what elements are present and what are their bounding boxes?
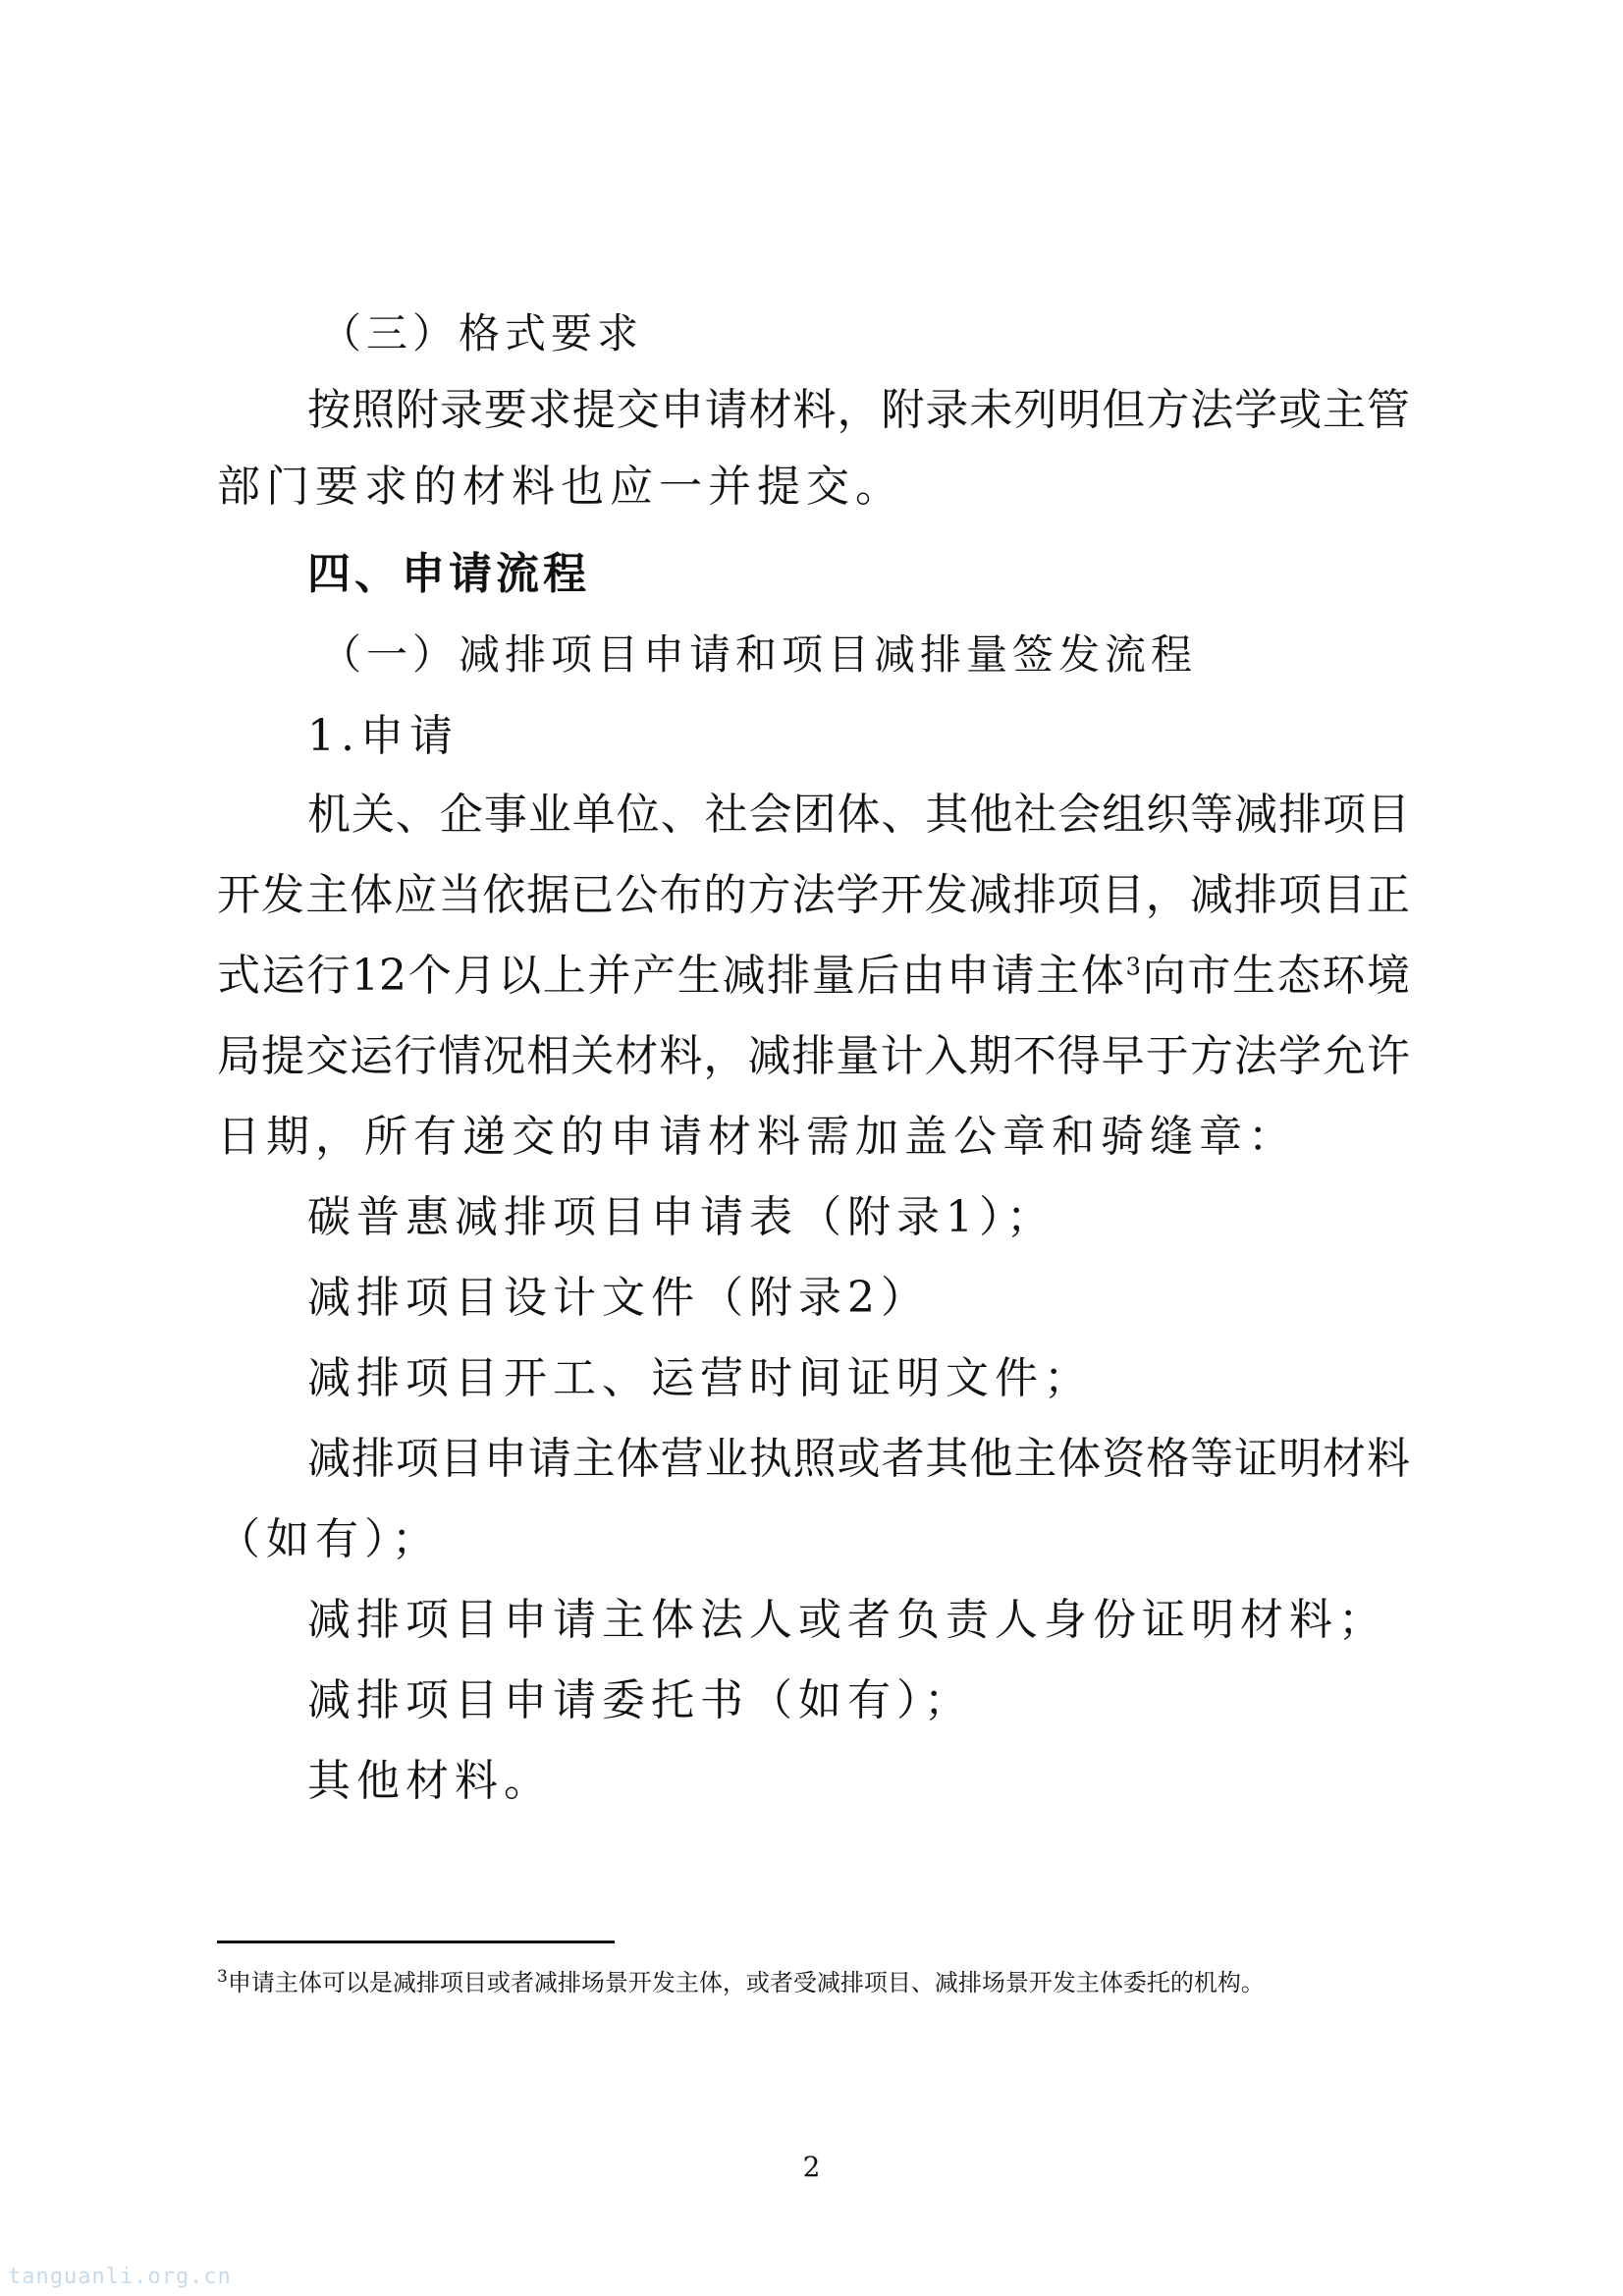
item-1-paragraph-line-2: 开发主体应当依据已公布的方法学开发减排项目，减排项目正 bbox=[217, 870, 1410, 920]
material-item-7: 其他材料。 bbox=[307, 1756, 553, 1806]
footnote-reference[interactable]: 3 bbox=[1125, 953, 1141, 981]
section-3-paragraph-line-1: 按照附录要求提交申请材料，附录未列明但方法学或主管 bbox=[307, 385, 1410, 435]
material-item-2: 减排项目设计文件（附录2） bbox=[307, 1273, 930, 1323]
item-1-paragraph-line-5: 日期，所有递交的申请材料需加盖公章和骑缝章： bbox=[217, 1112, 1297, 1162]
section-3-heading: （三）格式要求 bbox=[320, 309, 644, 357]
material-item-5: 减排项目申请主体法人或者负责人身份证明材料； bbox=[307, 1595, 1387, 1645]
item-1-paragraph-line-1: 机关、企事业单位、社会团体、其他社会组织等减排项目 bbox=[307, 790, 1410, 840]
section-3-paragraph-line-2: 部门要求的材料也应一并提交。 bbox=[217, 462, 904, 512]
footnote bbox=[217, 1967, 1265, 1998]
item-1-paragraph-line-4: 局提交运行情况相关材料，减排量计入期不得早于方法学允许 bbox=[217, 1031, 1410, 1081]
material-item-1: 碳普惠减排项目申请表（附录1）； bbox=[307, 1192, 1055, 1242]
section-4-heading: 四、申请流程 bbox=[307, 549, 590, 599]
item-1-line-3-text-b: 向市生态环境 bbox=[1140, 951, 1410, 1001]
material-item-3: 减排项目开工、运营时间证明文件； bbox=[307, 1353, 1093, 1403]
item-1-line-3-text-a: 式运行12个月以上并产生减排量后由申请主体 bbox=[217, 951, 1126, 1001]
footnote-number: 3 bbox=[217, 1967, 228, 1987]
subsection-1-heading: （一）减排项目申请和项目减排量签发流程 bbox=[320, 630, 1198, 679]
item-1-heading: 1.申请 bbox=[307, 711, 459, 761]
footnote-divider bbox=[217, 1941, 615, 1943]
page-number: 2 bbox=[802, 2151, 821, 2183]
watermark-text: tanguanli.org.cn bbox=[8, 2265, 232, 2289]
material-item-4: 减排项目申请主体营业执照或者其他主体资格等证明材料 bbox=[307, 1434, 1410, 1484]
item-1-paragraph-line-3 bbox=[217, 947, 1410, 1006]
material-item-6: 减排项目申请委托书（如有）； bbox=[307, 1675, 973, 1725]
footnote-text: 申请主体可以是减排项目或者减排场景开发主体，或者受减排项目、减排场景开发主体委托的机构。 bbox=[227, 1969, 1265, 1996]
material-item-4-continued: （如有）； bbox=[217, 1514, 441, 1564]
